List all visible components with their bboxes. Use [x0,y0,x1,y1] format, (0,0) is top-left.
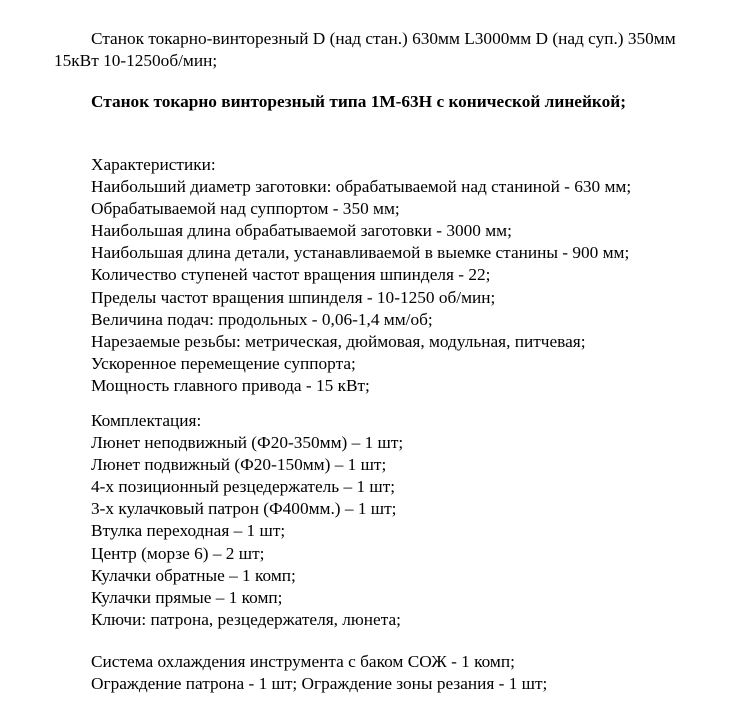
specs-list [91,154,631,397]
spec-item: Нарезаемые резьбы: метрическая, дюймовая, модульная, питчевая; [91,331,586,351]
extras-list [91,651,547,695]
kit-item: Центр (морзе 6) – 2 шт; [91,543,265,563]
spec-item: Наибольшая длина обрабатываемой заготовки - 3000 мм; [91,221,512,241]
kit-item: Люнет подвижный (Ф20-150мм) – 1 шт; [91,455,387,475]
kit-item: Ключи: патрона, резцедержателя, люнета; [91,609,401,629]
kit-item: Кулачки прямые – 1 комп; [91,587,283,607]
kit-title: Комплектация: [91,411,202,430]
spec-item: Мощность главного привода - 15 кВт; [91,375,370,395]
spec-item: Величина подач: продольных - 0,06-1,4 мм/об; [91,309,433,329]
spec-item: Наибольшая длина детали, устанавливаемой в выемке станины - 900 мм; [91,243,630,263]
intro-paragraph: Станок токарно-винторезный D (над стан.) 630мм L3000мм D (над суп.) 350мм 15кВт 10-1250об/мин; [54,29,676,70]
spec-item: Наибольший диаметр заготовки: обрабатываемой над станиной - 630 мм; [91,177,632,197]
kit-list [91,410,403,631]
spec-item: Количество ступеней частот вращения шпинделя - 22; [91,265,491,285]
extra-item: Система охлаждения инструмента с баком СОЖ - 1 комп; [91,652,515,671]
kit-item: 4-х позиционный резцедержатель – 1 шт; [91,477,396,497]
product-heading: Станок токарно винторезный типа 1М-63Н с конической линейкой; [91,92,626,111]
kit-item: Втулка переходная – 1 шт; [91,521,286,541]
kit-item: 3-х кулачковый патрон (Ф400мм.) – 1 шт; [91,499,397,519]
spec-item: Ускоренное перемещение суппорта; [91,353,356,373]
kit-item: Люнет неподвижный (Ф20-350мм) – 1 шт; [91,433,404,453]
spec-item: Пределы частот вращения шпинделя - 10-1250 об/мин; [91,287,496,307]
specs-title: Характеристики: [91,155,216,174]
extra-item: Ограждение патрона - 1 шт; Ограждение зоны резания - 1 шт; [91,674,548,694]
spec-item: Обрабатываемой над суппортом - 350 мм; [91,199,400,219]
kit-item: Кулачки обратные – 1 комп; [91,565,296,585]
